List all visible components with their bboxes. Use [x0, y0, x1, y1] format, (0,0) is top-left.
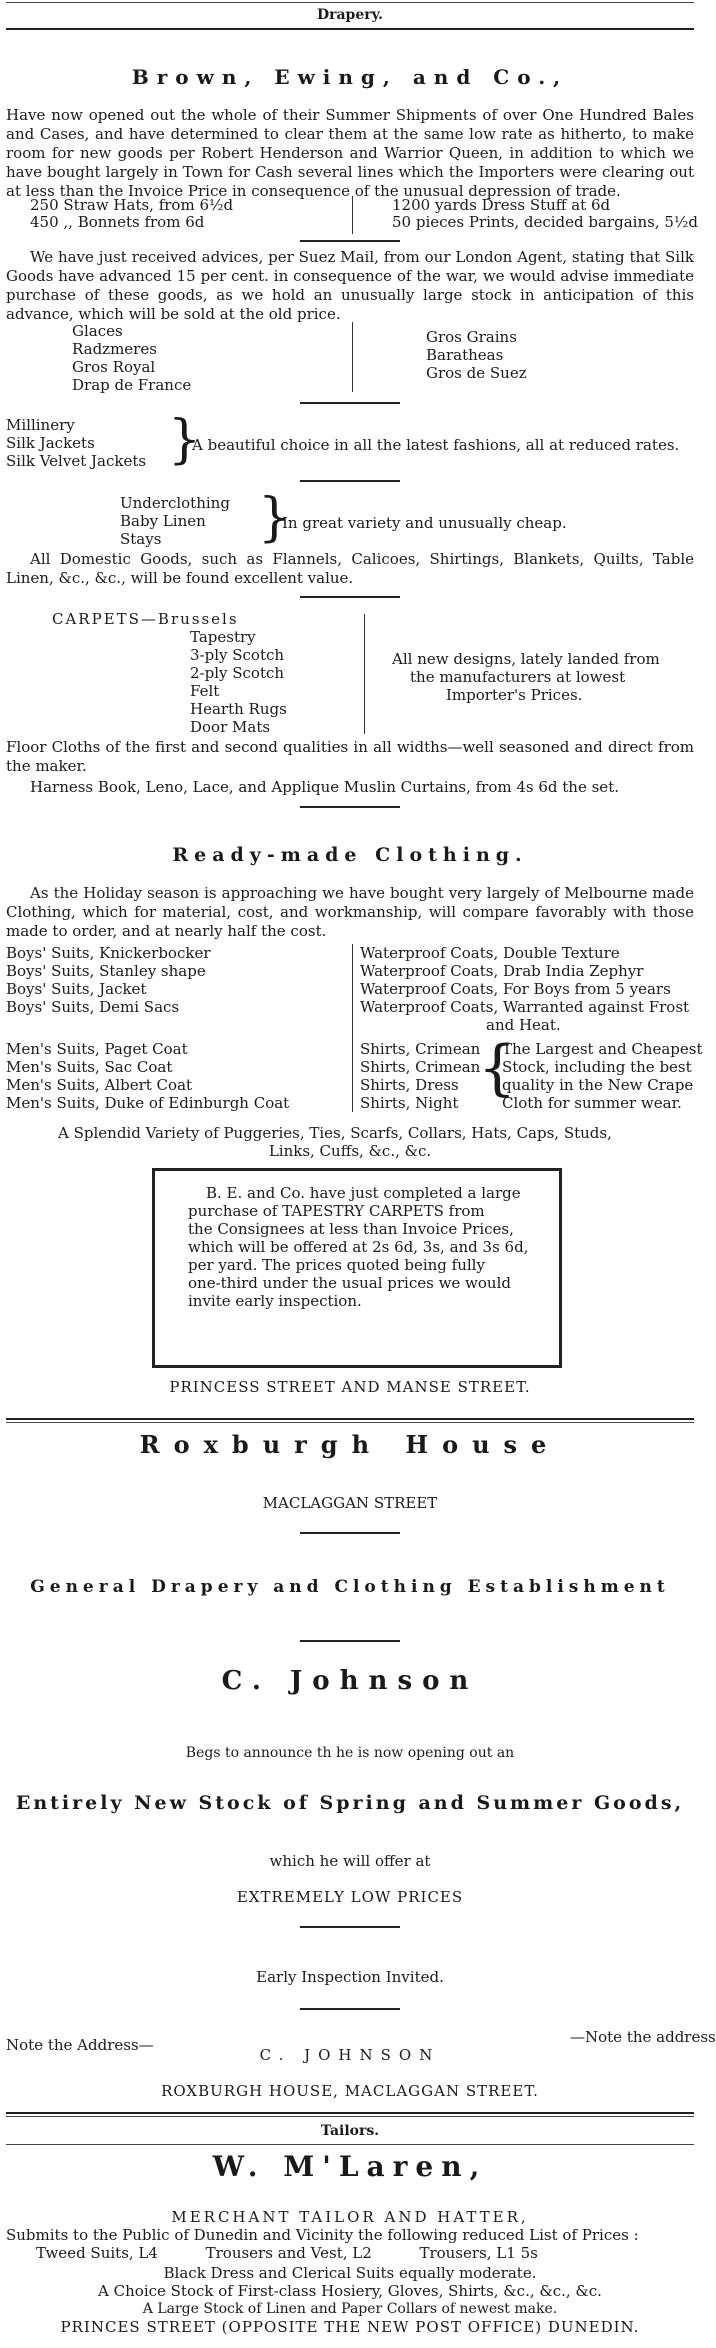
box-line: invite early inspection. — [188, 1292, 362, 1310]
carpets-note: All new designs, lately landed from — [392, 650, 660, 668]
mens-suit: Men's Suits, Albert Coat — [6, 1076, 193, 1094]
top-rule — [6, 2, 694, 3]
rule — [6, 1418, 694, 1420]
owner-name: C. Johnson — [221, 1666, 479, 1696]
waterproof-coat: Waterproof Coats, For Boys from 5 years — [360, 980, 671, 998]
box-line: one-third under the usual prices we would — [188, 1274, 511, 1292]
box-line: the Consignees at less than Invoice Prices, — [188, 1220, 514, 1238]
puggeries-line: A Splendid Variety of Puggeries, Ties, Scarfs, Collars, Hats, Caps, Studs, — [58, 1124, 612, 1142]
hosiery-line: A Choice Stock of First-class Hosiery, Gloves, Shirts, &c., &c., &c. — [98, 2282, 602, 2300]
box-line: B. E. and Co. have just completed a large — [206, 1184, 521, 1202]
floor-paragraph: Floor Cloths of the first and second qualities in all widths—well seasoned and direct from the maker. — [6, 738, 694, 775]
millinery-item: Millinery — [6, 416, 75, 434]
carpet-item: Door Mats — [190, 718, 271, 736]
submits-line: Submits to the Public of Dunedin and Vicinity the following reduced List of Prices : — [6, 2226, 639, 2244]
rule — [300, 806, 400, 808]
millinery-item: Silk Jackets — [6, 434, 95, 452]
shirts-note: Cloth for summer wear. — [502, 1094, 682, 1112]
divider — [352, 944, 353, 1112]
shirt-item: Shirts, Crimean — [360, 1040, 481, 1058]
entirely-new-stock: Entirely New Stock of Spring and Summer Goods, — [15, 1792, 685, 1814]
inspection-line: Early Inspection Invited. — [256, 1968, 444, 1986]
millinery-note: A beautiful choice in all the latest fashions, all at reduced rates. — [192, 436, 680, 454]
box-line: purchase of TAPESTRY CARPETS from — [188, 1202, 485, 1220]
drapery-header: Drapery. — [316, 7, 384, 23]
ready-made-title: Ready-made Clothing. — [172, 844, 528, 866]
roxburgh-street: MACLAGGAN STREET — [262, 1494, 438, 1512]
mens-suit: Men's Suits, Duke of Edinburgh Coat — [6, 1094, 290, 1112]
note-left: Note the Address— — [6, 2036, 154, 2054]
carpet-item: Tapestry — [190, 628, 256, 646]
shirt-item: Shirts, Night — [360, 1094, 459, 1112]
carpet-item: Felt — [190, 682, 220, 700]
rule — [300, 1640, 400, 1642]
mens-suit: Men's Suits, Sac Coat — [6, 1058, 173, 1076]
rule — [300, 480, 400, 482]
rule — [300, 2008, 400, 2010]
waterproof-coat: Waterproof Coats, Drab India Zephyr — [360, 962, 644, 980]
begs-line: Begs to announce th he is now opening out an — [185, 1745, 515, 1761]
rule — [300, 1926, 400, 1928]
firm-title: Brown, Ewing, and Co., — [131, 65, 569, 89]
silk-item: Gros Royal — [72, 358, 156, 376]
tailor-street: PRINCES STREET (OPPOSITE THE NEW POST OFFICE) DUNEDIN. — [60, 2318, 640, 2336]
roxburgh-title: Roxburgh House — [139, 1430, 561, 1459]
puggeries-line: Links, Cuffs, &c., &c. — [268, 1142, 432, 1160]
box-line: which will be offered at 2s 6d, 3s, and 3s 6d, — [188, 1238, 529, 1256]
rule — [6, 2116, 694, 2117]
tailors-header: Tailors. — [320, 2123, 380, 2139]
johnson-line: C. JOHNSON — [259, 2046, 441, 2064]
rule — [300, 240, 400, 242]
general-drapery: General Drapery and Clothing Establishment — [30, 1577, 670, 1597]
silk-item: Gros de Suez — [426, 364, 527, 382]
silk-item: Glaces — [72, 322, 123, 340]
rule — [300, 402, 400, 404]
silk-item: Gros Grains — [426, 328, 517, 346]
waterproof-coat: Waterproof Coats, Double Texture — [360, 944, 620, 962]
straw-hats: 250 Straw Hats, from 6½d — [30, 196, 234, 214]
offer-line: which he will offer at — [269, 1852, 431, 1870]
holiday-paragraph: As the Holiday season is approaching we have bought very largely of Melbourne made Clothing, which for material, cost, and workmanship, will compare favorably with those made to order, and at nearly half the cost. — [6, 884, 694, 940]
carpet-item: 2-ply Scotch — [190, 664, 285, 682]
tailor-name: W. M'Laren, — [212, 2150, 488, 2183]
under-item: Stays — [120, 530, 162, 548]
boys-suit: Boys' Suits, Stanley shape — [6, 962, 206, 980]
under-note: In great variety and unusually cheap. — [282, 514, 567, 532]
divider — [364, 614, 365, 734]
brace: } — [168, 410, 202, 470]
carpets-note: the manufacturers at lowest — [410, 668, 626, 686]
carpets-note: Importer's Prices. — [446, 686, 583, 704]
brace: } — [258, 488, 292, 548]
harness-line: Harness Book, Leno, Lace, and Applique Muslin Curtains, from 4s 6d the set. — [30, 778, 619, 796]
carpet-item: Hearth Rugs — [190, 700, 287, 718]
rule — [6, 1422, 694, 1423]
prints: 50 pieces Prints, decided bargains, 5½d — [392, 213, 699, 231]
intro-paragraph: Have now opened out the whole of their Summer Shipments of over One Hundred Bales and Cases, and have determined to clear them at the same low rate as hitherto, to make room for new goods per Robert Henderson and Warrior Queen, in addition to which we have bought largely in Town for Cash several lines which the Importers were clearing out at less than the Invoice Price in consequence of the unusual depression of trade. — [6, 106, 694, 200]
under-item: Underclothing — [120, 494, 230, 512]
waterproof-coat: and Heat. — [486, 1016, 561, 1034]
boys-suit: Boys' Suits, Demi Sacs — [6, 998, 180, 1016]
note-right: —Note the address — [570, 2028, 716, 2046]
shirts-note: Stock, including the best — [502, 1058, 692, 1076]
price-list: Tweed Suits, L4 Trousers and Vest, L2 Trousers, L1 5s — [36, 2244, 538, 2262]
low-prices: EXTREMELY LOW PRICES — [236, 1888, 464, 1906]
rule — [300, 1532, 400, 1534]
under-item: Baby Linen — [120, 512, 206, 530]
boys-suit: Boys' Suits, Jacket — [6, 980, 147, 998]
boys-suit: Boys' Suits, Knickerbocker — [6, 944, 211, 962]
shirts-note: The Largest and Cheapest — [502, 1040, 703, 1058]
bonnets: 450 ,, Bonnets from 6d — [30, 213, 205, 231]
dress-stuff: 1200 yards Dress Stuff at 6d — [392, 196, 611, 214]
shirt-item: Shirts, Dress — [360, 1076, 459, 1094]
silk-item: Baratheas — [426, 346, 504, 364]
silk-item: Drap de France — [72, 376, 192, 394]
linen-line: A Large Stock of Linen and Paper Collars of newest make. — [142, 2301, 558, 2317]
domestic-paragraph: All Domestic Goods, such as Flannels, Calicoes, Shirtings, Blankets, Quilts, Table Linen, &c., &c., will be found excellent value. — [6, 550, 694, 587]
black-dress-line: Black Dress and Clerical Suits equally moderate. — [163, 2264, 537, 2282]
waterproof-coat: Waterproof Coats, Warranted against Frost — [360, 998, 690, 1016]
mens-suit: Men's Suits, Paget Coat — [6, 1040, 188, 1058]
brace: { — [478, 1033, 517, 1103]
rule — [6, 28, 694, 30]
rule — [300, 596, 400, 598]
carpets-label: CARPETS—Brussels — [52, 610, 239, 628]
divider — [352, 196, 353, 234]
shirt-item: Shirts, Crimean — [360, 1058, 481, 1076]
shirts-note: quality in the New Crape — [502, 1076, 694, 1094]
brown-address: PRINCESS STREET AND MANSE STREET. — [169, 1378, 531, 1396]
silk-item: Radzmeres — [72, 340, 157, 358]
millinery-item: Silk Velvet Jackets — [6, 452, 147, 470]
silk-paragraph: We have just received advices, per Suez Mail, from our London Agent, stating that Silk Goods have advanced 15 per cent. in consequence of the war, we would advise immediate purchase of these goods, as we hold an unusually large stock in anticipation of this advance, which will be sold at the old price. — [6, 248, 694, 323]
tailor-trade: MERCHANT TAILOR AND HATTER, — [171, 2208, 529, 2226]
rule — [6, 2112, 694, 2114]
rule — [6, 2144, 694, 2145]
box-line: per yard. The prices quoted being fully — [188, 1256, 485, 1274]
roxburgh-address: ROXBURGH HOUSE, MACLAGGAN STREET. — [161, 2082, 539, 2100]
divider — [352, 322, 353, 392]
carpet-item: 3-ply Scotch — [190, 646, 285, 664]
